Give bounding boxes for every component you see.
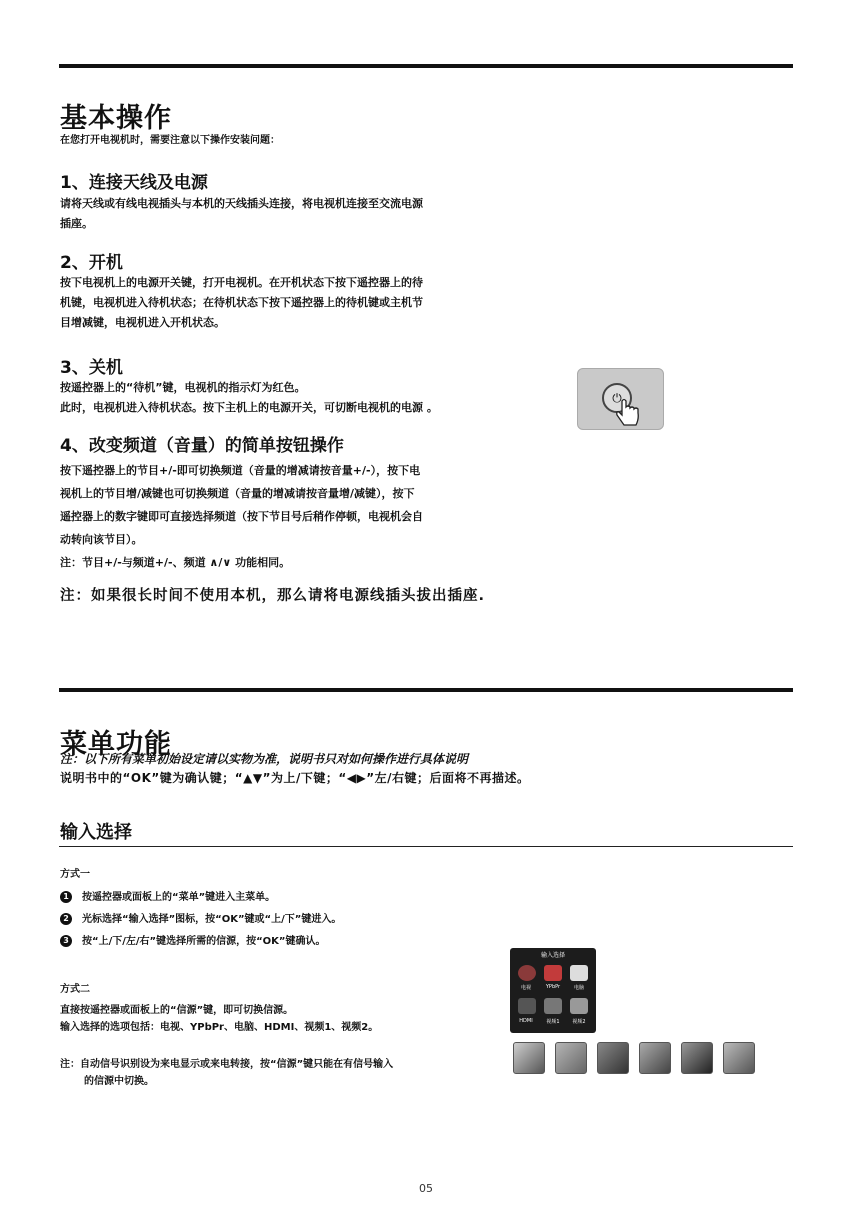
- step-number-icon: 2: [60, 913, 72, 925]
- menu-item-label: YPbPr: [545, 984, 561, 990]
- pc-icon: [570, 965, 588, 981]
- method1-steps: [60, 887, 341, 953]
- video1-icon: [544, 998, 562, 1014]
- paragraph-connect-antenna: [60, 194, 423, 234]
- channel-menu-icon: [597, 1042, 629, 1074]
- text-line: 输入选择的选项包括：电视、YPbPr、电脑、HDMI、视频1、视频2。: [60, 1022, 379, 1033]
- heading-change-channel: 4、改变频道（音量）的简单按钮操作: [60, 436, 344, 456]
- ypbpr-icon: [544, 965, 562, 981]
- step-text: 按遥控器或面板上的“菜单”键进入主菜单。: [82, 892, 276, 903]
- final-note: 注：如果很长时间不使用本机，那么请将电源线插头拔出插座.: [60, 588, 486, 604]
- text-line: 直接按遥控器或面板上的“信源”键，即可切换信源。: [60, 1005, 294, 1016]
- text-line: 视机上的节目增/减键也可切换频道（音量的增减请按音量增/减键），按下: [60, 487, 415, 500]
- menu-item-label: 电视: [520, 985, 531, 991]
- section-intro: 在您打开电视机时，需要注意以下操作安装问题：: [60, 135, 280, 146]
- time-menu-icon: [639, 1042, 671, 1074]
- input-select-note: [60, 1056, 393, 1090]
- middle-rule: [59, 688, 793, 692]
- video2-icon: [570, 998, 588, 1014]
- text-line: 插座。: [60, 217, 93, 230]
- top-rule: [59, 64, 793, 68]
- power-button-illustration: [577, 368, 664, 430]
- menu-panel-title: 输入选择: [540, 952, 565, 959]
- method1-label: 方式一: [60, 869, 90, 880]
- italic-note: 注：以下所有菜单初始设定请以实物为准，说明书只对如何操作进行具体说明: [60, 752, 469, 766]
- lock-menu-icon: [723, 1042, 755, 1074]
- text-line: 注：自动信号识别设为来电显示或来电转接，按“信源”键只能在有信号输入: [60, 1059, 394, 1070]
- text-line: 按下电视机上的电源开关键，打开电视机。在开机状态下按下遥控器上的待: [60, 276, 423, 289]
- text-line: 按遥控器上的“待机”键，电视机的指示灯为红色。: [60, 381, 306, 394]
- setup-menu-icon: [681, 1042, 713, 1074]
- menu-item-label: 电脑: [573, 985, 584, 991]
- heading-connect-antenna: 1、连接天线及电源: [60, 173, 208, 193]
- input-select-menu-panel: [510, 948, 596, 1033]
- step-item: [60, 887, 341, 909]
- text-line: 动转向该节目）。: [60, 533, 143, 546]
- text-line: 请将天线或有线电视插头与本机的天线插头连接，将电视机连接至交流电源: [60, 197, 423, 210]
- menu-item-label: HDMI: [519, 1018, 533, 1024]
- heading-power-on: 2、开机: [60, 253, 123, 273]
- subsection-title-input-select: 输入选择: [60, 822, 132, 843]
- text-line: 遥控器上的数字键即可直接选择频道（按下节目号后稍作停顿，电视机会自: [60, 510, 423, 523]
- hdmi-icon: [518, 998, 536, 1014]
- step-text: 光标选择“输入选择”图标，按“OK”键或“上/下”键进入。: [82, 914, 342, 925]
- section-title-menu-function: 菜单功能: [60, 729, 172, 760]
- paragraph-power-on: [60, 273, 423, 333]
- step-text: 按“上/下/左/右”键选择所需的信源，按“OK”键确认。: [82, 936, 326, 947]
- menu-item-label: 视频1: [546, 1019, 560, 1025]
- text-line: 按下遥控器上的节目+/-即可切换频道（音量的增减请按音量+/-），按下电: [60, 464, 421, 477]
- subsection-rule: [59, 846, 793, 847]
- text-line: 此时，电视机进入待机状态。按下主机上的电源开关，可切断电视机的电源 。: [60, 401, 438, 414]
- section-title-basic-operation: 基本操作: [60, 103, 172, 134]
- text-line: 注：节目+/-与频道+/-、频道 ∧/∨ 功能相同。: [60, 556, 291, 569]
- method2-label: 方式二: [60, 984, 90, 995]
- sound-menu-icon: [555, 1042, 587, 1074]
- text-line: 机键，电视机进入待机状态；在待机状态下按下遥控器上的待机键或主机节: [60, 296, 423, 309]
- paragraph-change-channel: [60, 459, 423, 574]
- method2-text: [60, 1002, 378, 1036]
- text-line: 目增减键，电视机进入开机状态。: [60, 316, 225, 329]
- step-item: [60, 931, 341, 953]
- hand-pointer-icon: [614, 397, 644, 429]
- power-icon: ⏻: [602, 383, 632, 413]
- step-number-icon: 3: [60, 935, 72, 947]
- picture-menu-icon: [513, 1042, 545, 1074]
- page-number: 05: [419, 1182, 433, 1195]
- key-note: 说明书中的“OK”键为确认键；“▲▼”为上/下键；“◀▶”左/右键；后面将不再描述。: [60, 771, 530, 785]
- text-line: 的信源中切换。: [84, 1076, 154, 1087]
- menu-item-label: 视频2: [572, 1019, 586, 1025]
- step-item: [60, 909, 341, 931]
- tv-icon: [518, 965, 536, 981]
- paragraph-power-off: [60, 378, 438, 418]
- step-number-icon: 1: [60, 891, 72, 903]
- heading-power-off: 3、关机: [60, 358, 123, 378]
